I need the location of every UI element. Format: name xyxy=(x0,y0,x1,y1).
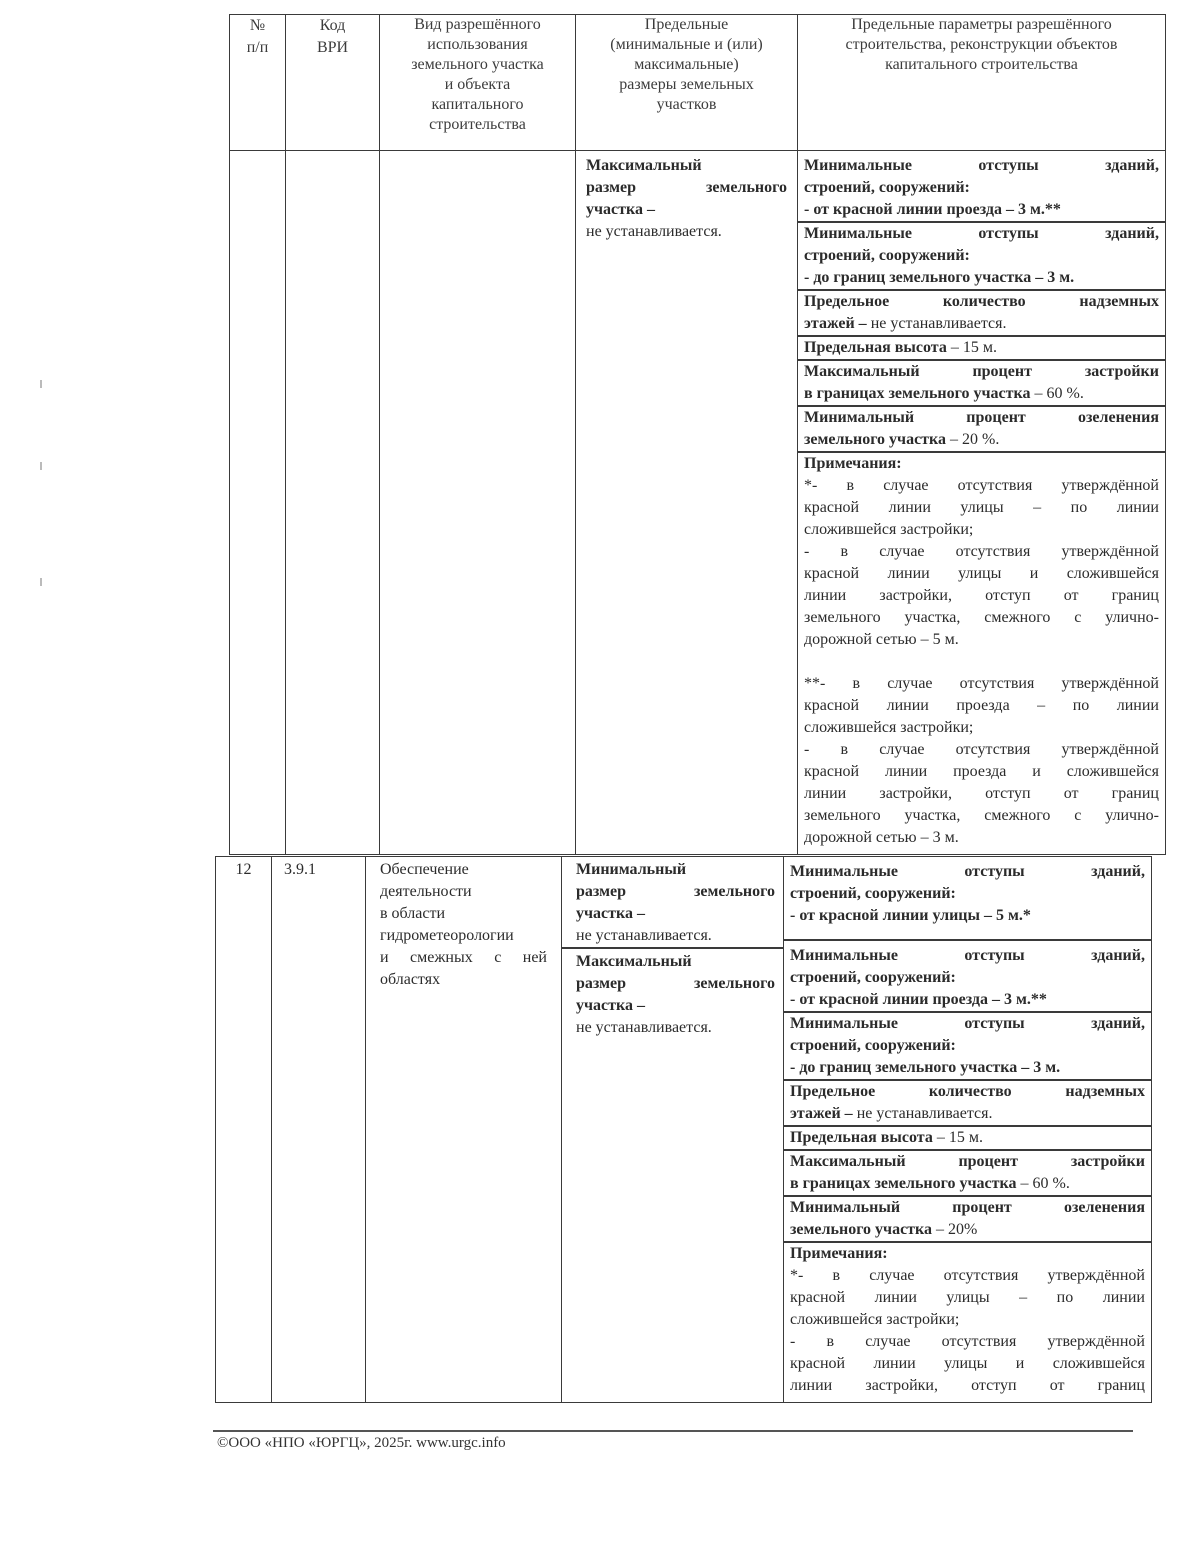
param-notes: Примечания: *- в случае отсутствия утверждённой красной линии улицы – по линии сложившейся застройки; - в случае отсутствия утверждённой красной линии улицы и сложившейся линии застройки, отступ от границ земельного участка, смежного с улично- дорожной сетью – 5 м. **- в случае отсутствия утверждённой красной линии проезда – по линии сложившейся застройки; - в случае отсутствия утверждённой красной линии проезда и сложившейся линии застройки, отступ от границ земельного участка, смежного с улично- дорожной сетью – 3 м. xyxy=(804,455,1159,846)
param-setback-driveway-row12: Минимальные отступы зданий, строений, сооружений: - от красной линии проезда – 3 м.** xyxy=(784,941,1151,1013)
footer-divider xyxy=(213,1430,1133,1432)
table-row-12 xyxy=(216,857,1152,1403)
header-construction-params: Предельные параметры разрешённого строительства, реконструкции объектов капитального строительства xyxy=(798,15,1166,151)
param-floor-count-row12: Предельное количество надземных этажей – не устанавливается. xyxy=(784,1081,1151,1127)
header-plot-sizes: Предельные (минимальные и (или) максимальные) размеры земельных участков xyxy=(576,15,798,151)
cell-row-number: 12 xyxy=(216,857,272,1403)
cell-vri-code: 3.9.1 xyxy=(272,857,366,1403)
param-greening: Минимальный процент озеленения земельного участка – 20 %. xyxy=(798,407,1165,453)
cell-use-type-row12: Обеспечение деятельности в области гидрометеорологии и смежных с ней областях xyxy=(366,857,562,1403)
param-floor-count: Предельное количество надземных этажей – не устанавливается. xyxy=(798,291,1165,337)
cell-plot-size-max: Максимальный размер земельного участка – не устанавливается. xyxy=(576,151,798,855)
plot-size-max: Максимальный размер земельного участка – не устанавливается. xyxy=(576,953,775,1036)
scan-mark xyxy=(40,380,42,388)
param-greening-row12: Минимальный процент озеленения земельного участка – 20% xyxy=(784,1197,1151,1243)
param-building-coverage: Максимальный процент застройки в границах земельного участка – 60 %. xyxy=(798,361,1165,407)
param-max-height-row12: Предельная высота – 15 м. xyxy=(784,1127,1151,1151)
param-setback-plot-boundary: Минимальные отступы зданий, строений, сооружений: - до границ земельного участка – 3 м. xyxy=(798,223,1165,291)
cell-construction-params xyxy=(798,151,1166,855)
cell-use-type xyxy=(380,151,576,855)
scan-mark xyxy=(40,462,42,470)
scan-mark xyxy=(40,578,42,586)
param-setback-street: Минимальные отступы зданий, строений, сооружений: - от красной линии улицы – 5 м.* xyxy=(784,857,1151,941)
param-max-height: Предельная высота – 15 м. xyxy=(798,337,1165,361)
footer-copyright: ©ООО «НПО «ЮРГЦ», 2025г. www.urgc.info xyxy=(217,1435,506,1451)
table-header-row xyxy=(230,15,1166,151)
cell-plot-sizes-row12 xyxy=(562,857,784,1403)
header-number: № п/п xyxy=(230,15,286,151)
plot-size-min: Минимальный размер земельного участка – не устанавливается. xyxy=(562,857,783,949)
param-notes-row12: Примечания: *- в случае отсутствия утверждённой красной линии улицы – по линии сложившейся застройки; - в случае отсутствия утверждённой красной линии улицы и сложившейся линии застройки, отступ от границ xyxy=(790,1245,1145,1394)
header-use-type: Вид разрешённого использования земельного участка и объекта капитального строительства xyxy=(380,15,576,151)
cell-code xyxy=(286,151,380,855)
param-setback-plot-boundary-row12: Минимальные отступы зданий, строений, сооружений: - до границ земельного участка – 3 м. xyxy=(784,1013,1151,1081)
header-code: Код ВРИ xyxy=(286,15,380,151)
table-row-continued xyxy=(230,151,1166,855)
param-setback-driveway: Минимальные отступы зданий, строений, сооружений: - от красной линии проезда – 3 м.** xyxy=(798,151,1165,223)
zoning-table-bottom xyxy=(215,856,1152,1403)
zoning-table-top xyxy=(229,14,1166,855)
param-building-coverage-row12: Максимальный процент застройки в границах земельного участка – 60 %. xyxy=(784,1151,1151,1197)
cell-number xyxy=(230,151,286,855)
cell-construction-params-row12 xyxy=(784,857,1152,1403)
